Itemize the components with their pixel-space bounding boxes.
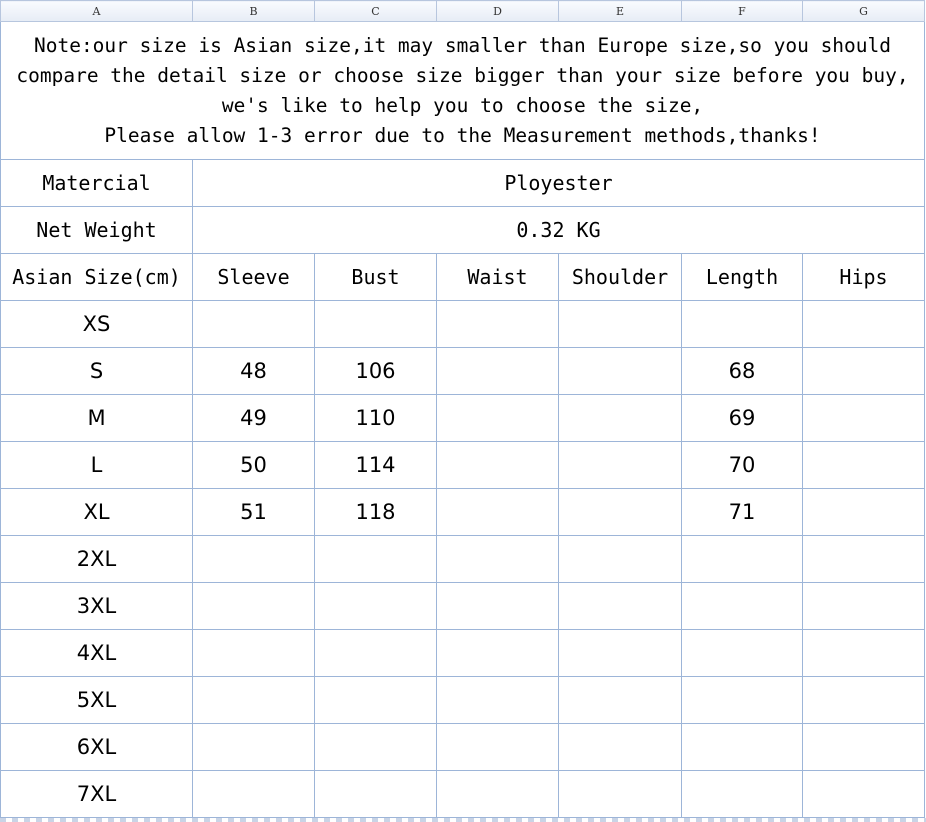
sleeve-cell[interactable] — [193, 536, 315, 583]
sleeve-cell[interactable]: 49 — [193, 395, 315, 442]
waist-cell[interactable] — [437, 771, 559, 818]
weight-label-cell[interactable]: Net Weight — [1, 207, 193, 254]
hips-cell[interactable] — [803, 630, 925, 677]
waist-cell[interactable] — [437, 395, 559, 442]
length-cell[interactable]: 69 — [682, 395, 803, 442]
waist-cell[interactable] — [437, 301, 559, 348]
size-row — [1, 536, 925, 583]
material-value-cell[interactable]: Ployester — [193, 160, 925, 207]
length-cell[interactable] — [682, 724, 803, 771]
hips-cell[interactable] — [803, 442, 925, 489]
column-header-f[interactable]: F — [682, 1, 803, 22]
size-cell[interactable]: 5XL — [1, 677, 193, 724]
size-cell[interactable]: 4XL — [1, 630, 193, 677]
column-header-b[interactable]: B — [193, 1, 315, 22]
bust-cell[interactable] — [315, 771, 437, 818]
waist-cell[interactable] — [437, 348, 559, 395]
bust-header-cell[interactable]: Bust — [315, 254, 437, 301]
note-line: compare the detail size or choose size bigger than your size before you buy, — [16, 63, 909, 87]
hips-cell[interactable] — [803, 536, 925, 583]
sleeve-cell[interactable]: 51 — [193, 489, 315, 536]
size-cell[interactable]: 7XL — [1, 771, 193, 818]
bust-cell[interactable] — [315, 301, 437, 348]
waist-cell[interactable] — [437, 630, 559, 677]
size-row — [1, 630, 925, 677]
shoulder-cell[interactable] — [559, 583, 682, 630]
size-cell[interactable]: 3XL — [1, 583, 193, 630]
note-line: Note:our size is Asian size,it may smaller than Europe size,so you should — [33, 33, 892, 57]
length-cell[interactable] — [682, 677, 803, 724]
size-header-cell[interactable]: Asian Size(cm) — [1, 254, 193, 301]
shoulder-cell[interactable] — [559, 724, 682, 771]
length-cell[interactable] — [682, 630, 803, 677]
bust-cell[interactable] — [315, 630, 437, 677]
waist-cell[interactable] — [437, 724, 559, 771]
size-cell[interactable]: M — [1, 395, 193, 442]
length-cell[interactable] — [682, 301, 803, 348]
column-header-c[interactable]: C — [315, 1, 437, 22]
column-header-a[interactable]: A — [1, 1, 193, 22]
sleeve-cell[interactable] — [193, 583, 315, 630]
shoulder-cell[interactable] — [559, 771, 682, 818]
weight-row — [1, 207, 925, 254]
weight-value-cell[interactable]: 0.32 KG — [193, 207, 925, 254]
length-cell[interactable] — [682, 536, 803, 583]
note-line: Please allow 1-3 error due to the Measurement methods,thanks! — [104, 123, 821, 147]
sleeve-header-cell[interactable]: Sleeve — [193, 254, 315, 301]
column-header-e[interactable]: E — [559, 1, 682, 22]
hips-cell[interactable] — [803, 771, 925, 818]
size-row — [1, 771, 925, 818]
bust-cell[interactable]: 110 — [315, 395, 437, 442]
partially-visible-row — [0, 818, 926, 822]
size-cell[interactable]: XS — [1, 301, 193, 348]
hips-cell[interactable] — [803, 677, 925, 724]
column-header-row — [1, 1, 925, 22]
bust-cell[interactable]: 118 — [315, 489, 437, 536]
waist-cell[interactable] — [437, 442, 559, 489]
size-row — [1, 301, 925, 348]
shoulder-cell[interactable] — [559, 348, 682, 395]
bust-cell[interactable]: 106 — [315, 348, 437, 395]
size-row — [1, 395, 925, 442]
shoulder-cell[interactable] — [559, 442, 682, 489]
hips-cell[interactable] — [803, 348, 925, 395]
length-cell[interactable] — [682, 583, 803, 630]
bust-cell[interactable] — [315, 677, 437, 724]
waist-cell[interactable] — [437, 583, 559, 630]
size-cell[interactable]: 2XL — [1, 536, 193, 583]
length-header-cell[interactable]: Length — [682, 254, 803, 301]
shoulder-cell[interactable] — [559, 489, 682, 536]
material-label-cell[interactable]: Matercial — [1, 160, 193, 207]
size-row — [1, 348, 925, 395]
size-cell[interactable]: 6XL — [1, 724, 193, 771]
hips-cell[interactable] — [803, 301, 925, 348]
waist-cell[interactable] — [437, 677, 559, 724]
sleeve-cell[interactable] — [193, 724, 315, 771]
hips-cell[interactable] — [803, 395, 925, 442]
size-cell[interactable]: XL — [1, 489, 193, 536]
length-cell[interactable] — [682, 771, 803, 818]
bust-cell[interactable] — [315, 536, 437, 583]
bust-cell[interactable] — [315, 583, 437, 630]
shoulder-header-cell[interactable]: Shoulder — [559, 254, 682, 301]
material-row — [1, 160, 925, 207]
shoulder-cell[interactable] — [559, 395, 682, 442]
length-cell[interactable]: 70 — [682, 442, 803, 489]
size-cell[interactable]: L — [1, 442, 193, 489]
length-cell[interactable]: 71 — [682, 489, 803, 536]
hips-cell[interactable] — [803, 583, 925, 630]
waist-header-cell[interactable]: Waist — [437, 254, 559, 301]
size-row — [1, 442, 925, 489]
column-header-d[interactable]: D — [437, 1, 559, 22]
length-cell[interactable]: 68 — [682, 348, 803, 395]
shoulder-cell[interactable] — [559, 677, 682, 724]
column-header-g[interactable]: G — [803, 1, 925, 22]
shoulder-cell[interactable] — [559, 536, 682, 583]
sleeve-cell[interactable] — [193, 630, 315, 677]
note-line: we's like to help you to choose the size, — [221, 93, 704, 117]
size-row — [1, 583, 925, 630]
shoulder-cell[interactable] — [559, 630, 682, 677]
size-row — [1, 489, 925, 536]
bust-cell[interactable]: 114 — [315, 442, 437, 489]
hips-header-cell[interactable]: Hips — [803, 254, 925, 301]
sleeve-cell[interactable] — [193, 301, 315, 348]
hips-cell[interactable] — [803, 489, 925, 536]
sleeve-cell[interactable]: 50 — [193, 442, 315, 489]
size-cell[interactable]: S — [1, 348, 193, 395]
waist-cell[interactable] — [437, 489, 559, 536]
size-row — [1, 677, 925, 724]
size-header-row — [1, 254, 925, 301]
hips-cell[interactable] — [803, 724, 925, 771]
sleeve-cell[interactable] — [193, 677, 315, 724]
note-cell[interactable] — [1, 22, 925, 160]
waist-cell[interactable] — [437, 536, 559, 583]
shoulder-cell[interactable] — [559, 301, 682, 348]
size-row — [1, 724, 925, 771]
sleeve-cell[interactable]: 48 — [193, 348, 315, 395]
note-row — [1, 22, 925, 160]
sleeve-cell[interactable] — [193, 771, 315, 818]
bust-cell[interactable] — [315, 724, 437, 771]
